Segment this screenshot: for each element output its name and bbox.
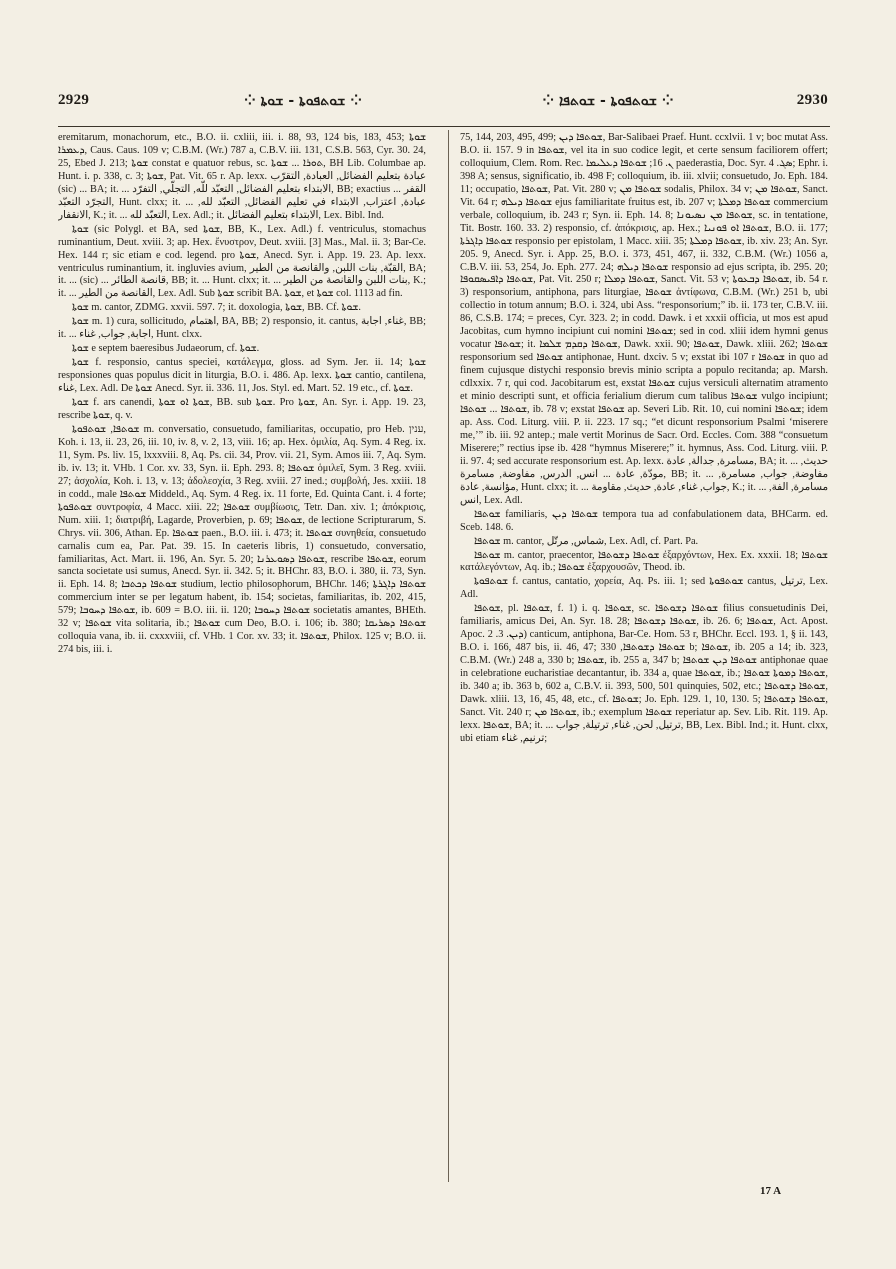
right-column bbox=[460, 132, 828, 1180]
printer-signature: 17 A bbox=[760, 1185, 782, 1197]
page-header bbox=[58, 92, 828, 120]
dictionary-entry: ܫܘܬܐ e septem baeresibus Judaeorum, cf. ܫܘܬܐ. bbox=[72, 343, 260, 355]
right-page-number: 2930 bbox=[796, 92, 828, 108]
dictionary-entry: ܫܘܬܐ m. cantor, ZDMG. xxvii. 597. 7; it. doxologia, ܫܘܬܐ, BB. Cf. ܫܘܬܐ. bbox=[72, 302, 361, 314]
dictionary-entry: ܫܘܬܦܐ m. cantor, praecentor, ܫܘܬܦܐ ܕܫܘܬܦܐ ἐξαρχόντων, Hex. Ex. xxxii. 18; ܫܘܬܦܐ κατάλεγόντων, Aq. ib.; ܫܘܬܦܐ ἐξαρχουσῶν, Theod. ib. bbox=[460, 549, 828, 574]
left-column bbox=[58, 132, 426, 1180]
dictionary-entry: ܫܘܬܐ f. ars canendi, ܫܘܬܐ ܐܘ ܫܘܬܐ, BB. sub ܫܘܬܐ. Pro ܫܘܬܐ, An. Syr. i. App. 19. 23, rescribe ܫܘܬܐ, q. v. bbox=[58, 397, 426, 422]
header-rule bbox=[58, 126, 830, 127]
entry-text: eremitarum, monachorum, etc., B.O. ii. cxliii, iii. i. 88, 93, 124 bis, 183, 453; ܫܘܬܐ ܕܥܡܪܐ, Caus. Caus. 109 v; C.B.M. (Wr.) 787 a, C.B.V. iii. 131, C.S.B. 563, Cyr. 30. 24, 25, Ebed J. 213; ܫܘܬܐ constat e quatuor rebus, sc. ܬܘܪܐ ... ܫܘܬܐ, BH Lib. Columbae ap. Hunt. i. p. 338, c. 3; ܫܘܬܐ, Pat. Vit. 65 r. Ap. lexx. عبادة بتعليم الفضائل, العبادة, التقرّب (sic) ... BA; it. ... الابتداء بتعليم الفضائل, التعبّد للّه, التجلّي, التفرّد, BB; exactius ... القفر التجرّد التعبّد, Hunt. clxx; it. ... عبادة, اعتزاب, الابتداء في تعليم الفضائل, التعبّد لله, الانقفار, K.; it. ... التعبّد لله, Lex. Adl.; it. الابتداء بتعليم الفضائل, Lex. Bibl. Ind. bbox=[58, 132, 426, 221]
dictionary-entry: ܫܘܬܐ m. 1) cura, sollicitudo, اهتمام, BA, BB; 2) responsio, it. cantus, غناء, اجابة, BB; it. ... اجابة, جواب, غناء, Hunt. clxx. bbox=[58, 316, 426, 341]
dictionary-entry: ܫܘܬܦܐ m. cantor, شماس, مرتّل, Lex. Adl, cf. Part. Pa. bbox=[474, 535, 699, 547]
column-separator bbox=[448, 130, 449, 1182]
left-running-title: ⁘ ܫܘܬܦܘܬܐ - ܫܘܬܐ ⁘ bbox=[243, 93, 362, 109]
dictionary-entry: ܫܘܬܦܘܬܐ f. cantus, cantatio, χορεία, Aq. Ps. iii. 1; sed ܫܘܬܦܘܬܐ cantus, ترتيل, Lex. Adl. bbox=[460, 576, 828, 601]
dictionary-entry: ܫܘܬܦܐ familiaris, ܫܘܬܦܐ ܕܝܢ tempora tua ad confabulationem data, BHCarm. ed. Sceb. 148. 6. bbox=[460, 508, 828, 533]
dictionary-entry: ܫܘܬܐ (sic Polygl. et BA, sed ܫܘܬܐ, BB, K., Lex. Adl.) f. ventriculus, stomachus ruminantium, Deut. xviii. 3; ap. Hex. ἔνυστρον, Deut. xviii. [3] Mas., Mal. ii. 3; Bar-Ce. Hex. 144 r; sic etiam e cod. legend. pro ܫܘܬܐ, Anecd. Syr. i. App. 19. 23. Ap. lexx. ventriculus ruminantium, it. ingluvies avium, القبّة, بنات اللبن, والقانصة من الطير, BA; it. ... (sic) ... قانصة الطائر, BB; it. ... Hunt. clxx; it. ... بنات اللبن والقانصة من الطير, K.; it. ... القانصة من الطير, Lex. Adl. Sub ܫܘܬܐ scribit BA. ܫܘܬܐ, et ܫܘܬܐ col. 1113 ad fin. bbox=[58, 223, 426, 300]
right-running-title: ⁘ ܫܘܬܦܘܬܐ - ܫܘܬܦܐ ⁘ bbox=[542, 93, 674, 109]
dictionary-entry: ܫܘܬܐ f. responsio, cantus speciei, κατάλεγμα, gloss. ad Sym. Jer. ii. 14; ܫܘܬܐ responsiones quas populus dicit in liturgia, B.O. i. 486. Ap. lexx. ܫܘܬܐ cantio, cantilena, غناء, Lex. Adl. De ܫܘܬܐ Anecd. Syr. ii. 336. 11, Jos. Styl. ed. Mart. 52. 19 etc., cf. ܫܘܬܐ. bbox=[58, 357, 426, 395]
dictionary-entry: ܫܘܬܦܐ, pl. ܫܘܬܦܐ, f. 1) i. q. ܫܘܬܦܐ, sc. ܫܘܬܦܐ ܕܫܘܬܦܐ filius consuetudinis Dei, familiaris, amicus Dei, An. Syr. 18. 28; ܫܘܬܦܐ ܕܫܘܬܦܐ, ib. 26. 6; ܫܘܬܦܐ, Act. Apost. Apoc. ܕܝܢ. 3. 2) canticum, antiphona, Bar-Ce. Hom. 53 r, BHChr. Eccl. 193. 1, § ii. 143, B.O. i. 166, 487 bis, ii. 46, 47; ܫܘܬܦܐ ܕܫܘܬܦܐ, 330 b; ܫܘܬܦܐ, ib. 205 a 14; ib. 323, C.B.M. (Wr.) 248 a, 330 b; ܫܘܬܦܐ, ib. 255 a, 347 b; ܫܘܬܦܐ ܕܝܢ ܫܘܬܦܐ antiphonae quae in celebratione eucharistiae decantantur, ib. 334 a, quae ܫܘܬܦܐ, ib.; ܫܘܬܦܐ ܕܡܘܬܐ ܫܘܬܦܐ, ib. 340 a; ib. 363 b, 602 a, C.B.V. ii. 393, 500, 501 quinquies, 502, etc.; ܫܘܬܦܐ ܕܫܘܬܦܐ, Dawk. xliii. 13, 16, 45, 48, etc., cf. ܫܘܬܦܐ; Jo. Eph. 129. 1, 10, 130. 5; ܫܘܬܦܐ ܕܫܘܬܦܐ, Sanct. Vit. 240 r; ܫܘܬܦܐ ܡܢ, ib.; exemplum ܫܘܬܦܐ reperiatur ap. Sev. Lib. Rit. 119. Ap. lexx. ܫܘܬܦܐ, BA; it. ... ترتيل, لحن, غناء, ترتيلة, جواب, BB, Lex. Bibl. Ind.; it. Hunt. clxx, ubi etiam ترنيم, غناء; bbox=[460, 603, 828, 744]
left-page-number: 2929 bbox=[58, 92, 90, 108]
dictionary-entry: ܫܘܬܦܐ, ܫܘܬܦܘܬܐ m. conversatio, consuetudo, familiaritas, occupatio, pro Heb. ענין, Koh. i. 13, ii. 23, 26, iii. 10, iv. 8, v. 2, 13, viii. 16; ap. Hex. ὁμιλία, Aq. Sym. 4 Reg. ix. 11, Sym. Ps. liv. 15, lxxxviii. 8, Aq. Ps. cii. 34, Prov. vii. 21, Sym. Amos iii. 7, Aq. Sym. ib. iv. 13; it. VHb. 1 Cor. xv. 33, Syn. ii. Eph. 293. 8; ܫܘܬܦܐ ὁμιλεῖ, Sym. 3 Reg. xviii. 27; ἀσχολία, Koh. i. 13, v. 13; ἀδολεσχία, 3 Reg. xviii. 27 ined.; συμβολή, Jes. xxiii. 18 in codd., male ܫܘܬܦܐ Middeld., Aq. Sym. 4 Reg. ix. 11 forte, Ed. Quinta Cant. i. 4 forte; ܫܘܬܦܘܬܐ συντροφία, 4 Macc. xiii. 22; ܫܘܬܦܐ συμβίωσις, Tetr. Dan. xiv. 1; ἀπόκρισις, Num. xiii. 1; διατριβή, Lagarde, Proverbien, p. 69; ܫܘܬܦܐ, de lectione Scripturarum, S. Chrys. vii. 306, Athan. Ep. ܫܘܬܦܐ paen., B.O. iii. i. 473; it. ܫܘܬܦܐ συνηθεία, consuetudo carnalis cum ea, Par. Pat. 39. 15. In caeteris libris, 1) consuetudo, conversatio, familiaritas, Act. Mart. ii. 196, An. Syr. 5. 20; ܫܘܬܦܐ ܕܣܘܥܪܢܐ, rescribe ܫܘܬܦܐ, eorum sancta societate usi sumus, Anecd. Syr. ii. 342. 5; it. BHChr. 83, B.O. i. 380, ii. 73, Syn. ii. Eph. 14. 8; ܫܘܬܦܐ ܕܟܬܒܐ studium, lectio philosophorum, BHChr. 146; ܫܘܬܦܐ ܕܐܓܪܬܐ commercium inter se per legatum habent, ib. 154; societas, familiaritas, ib. 202, 415, 579; ܫܘܬܦܐ ܕܚܘܒܐ, ib. 609 = B.O. iii. ii. 120; ܫܘܬܦܐ ܕܚܘܒܐ societatis amantes, BHEth. 32 v; ܫܘܬܦܐ vita solitaria, ib.; ܫܘܬܦܐ cum Deo, B.O. i. 106; ib. 380; ܫܘܬܦܐ ܕܣܪܝܩܐ colloquia vana, ib. ii. cxxxviii, cf. VHb. 1 Cor. xv. 33; it. ܫܘܬܦܐ, Philox. 125 v; B.O. ii. 274 bis, iii. i. bbox=[58, 423, 426, 656]
entry-text: 75, 144, 203, 495, 499; ܫܘܬܦܐ ܕܝܢ, Bar-Salibaei Praef. Hunt. ccxlvii. 1 v; boc mutat Ass. B.O. ii. 157. 9 in ܫܘܬܦܐ, vel ita in suo codice legit, et certe sensum faciliorem offert; colloquium, Clem. Rom. Rec. ܢ. 16; ܫܘܬܦܐ ܕܥܠܝܡܐ paederastia, Doc. Syr. ܣܓ. 4; Ephr. i. 398 A; sensus, significatio, ib. 498 F; colloquium, ib. iii. xlvii; consuetudo, Jo. Eph. 184. 11; occupatio, ܫܘܬܦܐ, Pat. Vit. 280 v; ܫܘܬܦܐ ܡܢ sodalis, Philox. 34 v; ܫܘܬܦܐ ܡܢ, Sanct. Vit. 64 r; ܫܘܬܦܐ ܕܝܠܗ ejus familiaritate fruitus est, ib. 207 v; ܫܘܬܦܐ ܕܡܠܬܐ commercium verbale, colloquium, ib. 243 r; Syn. ii. Eph. 14. 8; ܫܘܬܦܐ ܡܢ ܢܣܝܘܢܐ, sc. in tentatione, Tit. Bostr. 160. 33. 2) responsio, cf. ἀπόκρισις, ap. Hex.; ܫܘܬܦܐ ܐܘ ܦܘܢܝܐ, B.O. ii. 177; ܫܘܬܦܐ ܕܐܓܪܬܐ responsio per epistolam, 1 Macc. xiii. 35; ܫܘܬܦܐ ܕܡܠܬܐ, ib. xiv. 23; An. Syr. 205. 9, Anecd. Syr. i. App. 25, B.O. i. 373, 451, 467, ii. 332, C.B.M. (Wr.) 1056 a, C.B.V. iii. 53, 254, Jo. Eph. 277. 24; ܫܘܬܦܐ ܕܝܠܗ responsio ad ejus scripta, ib. 295. 20; ܫܘܬܦܐ ܕܐܦܝܣܩܘܦܐ, Pat. Vit. 250 r; ܫܘܬܦܐ ܕܡܠܐ, Sanct. Vit. 53 v; ܫܘܬܦܐ ܕܒܥܘܬܐ, ib. 54 r. 3) responsorium, antiphona, pars liturgiae, ܫܘܬܦܐ ἀντίφωνα, C.B.M. (Wr.) 251 b, ubi collectio in totum annum; B.O. i. 324, ubi Ass. “responsorium;” ib. ii. 173 ter, C.B.V. iii. 86, C.S.B. 174; = preces, Cyr. 323. 2; in codd. Dawk. i et xxxii officia, ut mos est apud Jacobitas, cum hymno incipiunt cui nomini ܫܘܬܦܐ; sed in cod. xliii idem hymni genus vocatur ܫܘܬܦܐ; it. ܫܘܬܦܐ ܕܩܕܡ ܫܠܡܐ, Dawk. xxii. 90; ܫܘܬܦܐ, Dawk. xliii. 262; ܫܘܬܦܐ responsorium sed ܫܘܬܦܐ antiphonae, Hunt. dxciv. 5 v; exstat ibi 107 r ܫܘܬܦܐ in quo ad finem cujusque distychi responsio brevis minio scripta a populo recitanda; ap. Marsh. cdlxxix. 7 r, qui cod. Jacobitarum est, exstat ܫܘܬܦܐ cujus versiculi alternatim atramento et minio descripti sunt, et officia ferialium dierum cum talibus ܫܘܬܦܐ vulgo incipiunt; ܫܘܬܦܐ ... ܫܘܬܦܐ, ib. 78 v; exstat ܫܘܬܦܐ ap. Severi Lib. Rit. 10, cui nomini ܫܘܬܦܐ; idem ap. Ass. Cod. Liturg. viii. P. ii. 223. 17 sq.; “et dicunt responsorium Psalmi ‘miserere me,’” ib. iii. 92 antep.; male vertit Morinus de Sacr. Ord. Eccles. Com. 388 “consuetum Miserere;” rectius ipse ib. 428 “hymnus Miserere;” it. hymnus, Ass. Cod. Liturg. viii. P. ii. 97. 4; sed accurate responsorium est. Ap. lexx. مسامرة, جدالة, عادة, BA; it. ... حديث, مودّة, عادة ... انس, الدرس, مفاوضة, مسامرة, BB; it. ... مفاوضة, جواب, مسامرة, مؤانسة, عادة, Hunt. clxx; it. ... جواب, غناء, عادة, حديث, مقاومة, K.; it. ... مسامرة, الفة, انس, Lex. Adl. bbox=[460, 132, 828, 506]
